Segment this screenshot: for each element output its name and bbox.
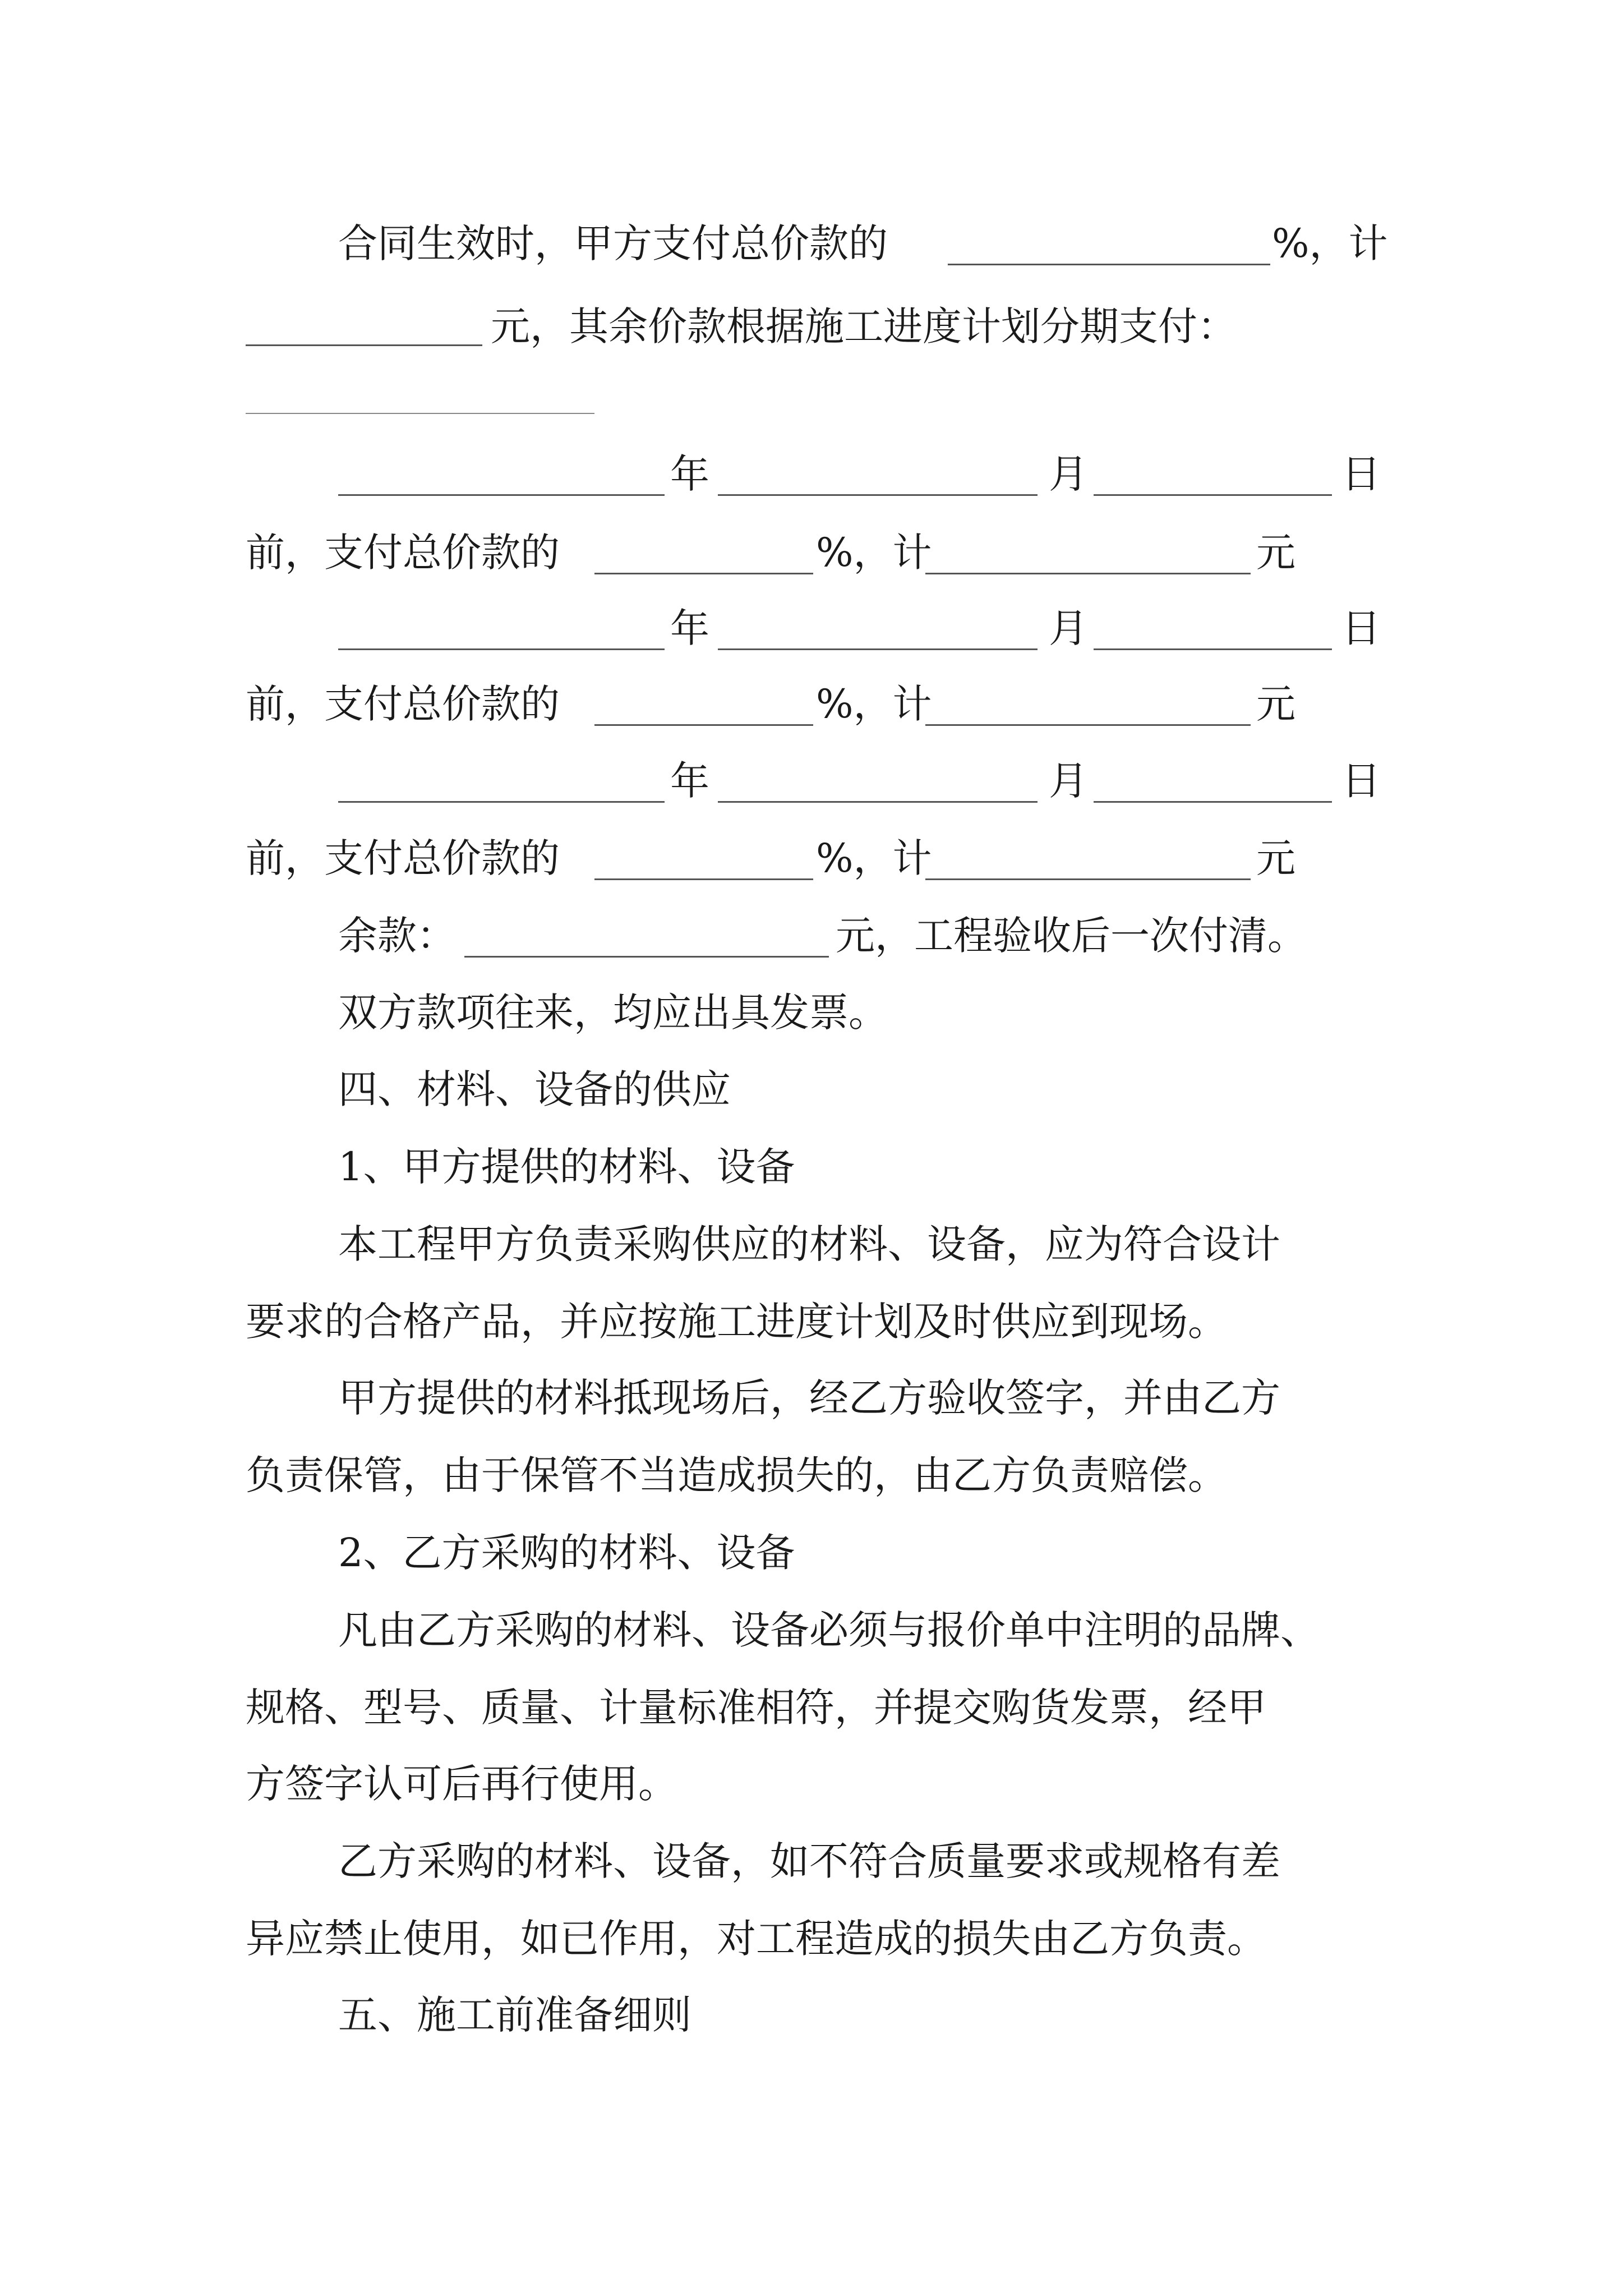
percent-blank (594, 724, 813, 726)
day-blank (1094, 801, 1332, 803)
paragraph-line (0, 1442, 1623, 1509)
day-blank (1094, 494, 1332, 496)
installment-2-date-line (0, 595, 1623, 662)
month-blank (718, 648, 1038, 650)
year-label: 年 (670, 451, 709, 497)
paragraph-text: 乙方采购的材料、设备，如不符合质量要求或规格有差 (338, 1838, 1280, 1884)
section-5-heading (0, 1981, 1623, 2049)
month-label: 月 (1049, 758, 1088, 804)
installment-2-pay-line (0, 670, 1623, 738)
percent-count-text: %，计 (816, 530, 932, 576)
percent-count-text: %，计 (1272, 220, 1388, 266)
amount-blank (925, 724, 1251, 726)
section-4-heading (0, 1056, 1623, 1123)
day-blank (1094, 648, 1332, 650)
paragraph-text: 甲方提供的材料抵现场后，经乙方验收签字，并由乙方 (338, 1375, 1280, 1421)
invoice-text: 双方款项往来，均应出具发票。 (338, 990, 888, 1036)
paragraph-line (0, 1596, 1623, 1664)
day-label: 日 (1341, 605, 1381, 651)
payment-on-effect-text: 合同生效时，甲方支付总价款的 (338, 220, 888, 266)
installment-3-pay-line (0, 825, 1623, 892)
invoice-line (0, 979, 1623, 1046)
subsection-title: 1、甲方提供的材料、设备 (338, 1144, 795, 1190)
paragraph-text: 凡由乙方采购的材料、设备必须与报价单中注明的品牌、 (338, 1607, 1320, 1653)
yuan-label: 元 (1256, 835, 1295, 881)
amount-blank (925, 878, 1251, 880)
yuan-label: 元 (1256, 530, 1295, 576)
balance-rest-text: 元，工程验收后一次付清。 (836, 913, 1307, 959)
schedule-blank (246, 413, 594, 414)
paragraph-text: 方签字认可后再行使用。 (246, 1761, 677, 1807)
month-blank (718, 494, 1038, 496)
installment-1-date-line (0, 440, 1623, 508)
amount-blank (246, 344, 482, 346)
pay-before-text: 前，支付总价款的 (246, 835, 560, 881)
year-blank (338, 648, 665, 650)
remaining-installments-text: 元，其余价款根据施工进度计划分期支付： (491, 303, 1237, 349)
year-blank (338, 494, 665, 496)
day-label: 日 (1341, 451, 1381, 497)
percent-count-text: %，计 (816, 835, 932, 881)
paragraph-text: 要求的合格产品，并应按施工进度计划及时供应到现场。 (246, 1299, 1227, 1345)
paragraph-text: 负责保管，由于保管不当造成损失的，由乙方负责赔偿。 (246, 1452, 1227, 1498)
installment-1-pay-line (0, 519, 1623, 586)
percent-count-text: %，计 (816, 681, 932, 727)
paragraph-line (0, 1211, 1623, 1278)
month-blank (718, 801, 1038, 803)
percent-blank (594, 878, 813, 880)
balance-amount-blank (464, 956, 829, 958)
pay-before-text: 前，支付总价款的 (246, 681, 560, 727)
day-label: 日 (1341, 758, 1381, 804)
balance-label: 余款： (338, 913, 456, 959)
yuan-label: 元 (1256, 681, 1295, 727)
subsection-title: 2、乙方采购的材料、设备 (338, 1530, 795, 1576)
paragraph-text: 本工程甲方负责采购供应的材料、设备，应为符合设计 (338, 1221, 1280, 1267)
month-label: 月 (1049, 605, 1088, 651)
subsection-4-2-heading (0, 1519, 1623, 1586)
paragraph-text: 异应禁止使用，如已作用，对工程造成的损失由乙方负责。 (246, 1916, 1266, 1962)
paragraph-text: 规格、型号、质量、计量标准相符，并提交购货发票，经甲 (246, 1685, 1266, 1731)
payment-terms-line-1 (0, 210, 1623, 277)
paragraph-line (0, 1750, 1623, 1818)
paragraph-line (0, 1828, 1623, 1895)
installment-3-date-line (0, 747, 1623, 815)
year-blank (338, 801, 665, 803)
year-label: 年 (670, 605, 709, 651)
paragraph-line (0, 1288, 1623, 1355)
paragraph-line (0, 1905, 1623, 1972)
subsection-4-1-heading (0, 1133, 1623, 1200)
paragraph-line (0, 1364, 1623, 1432)
percent-blank (594, 573, 813, 574)
year-label: 年 (670, 758, 709, 804)
balance-line (0, 902, 1623, 969)
section-title: 五、施工前准备细则 (338, 1992, 691, 2038)
paragraph-line (0, 1674, 1623, 1741)
pay-before-text: 前，支付总价款的 (246, 530, 560, 576)
payment-terms-line-2 (0, 293, 1623, 360)
percent-blank (948, 264, 1270, 265)
section-title: 四、材料、设备的供应 (338, 1066, 731, 1112)
month-label: 月 (1049, 451, 1088, 497)
amount-blank (925, 573, 1251, 574)
